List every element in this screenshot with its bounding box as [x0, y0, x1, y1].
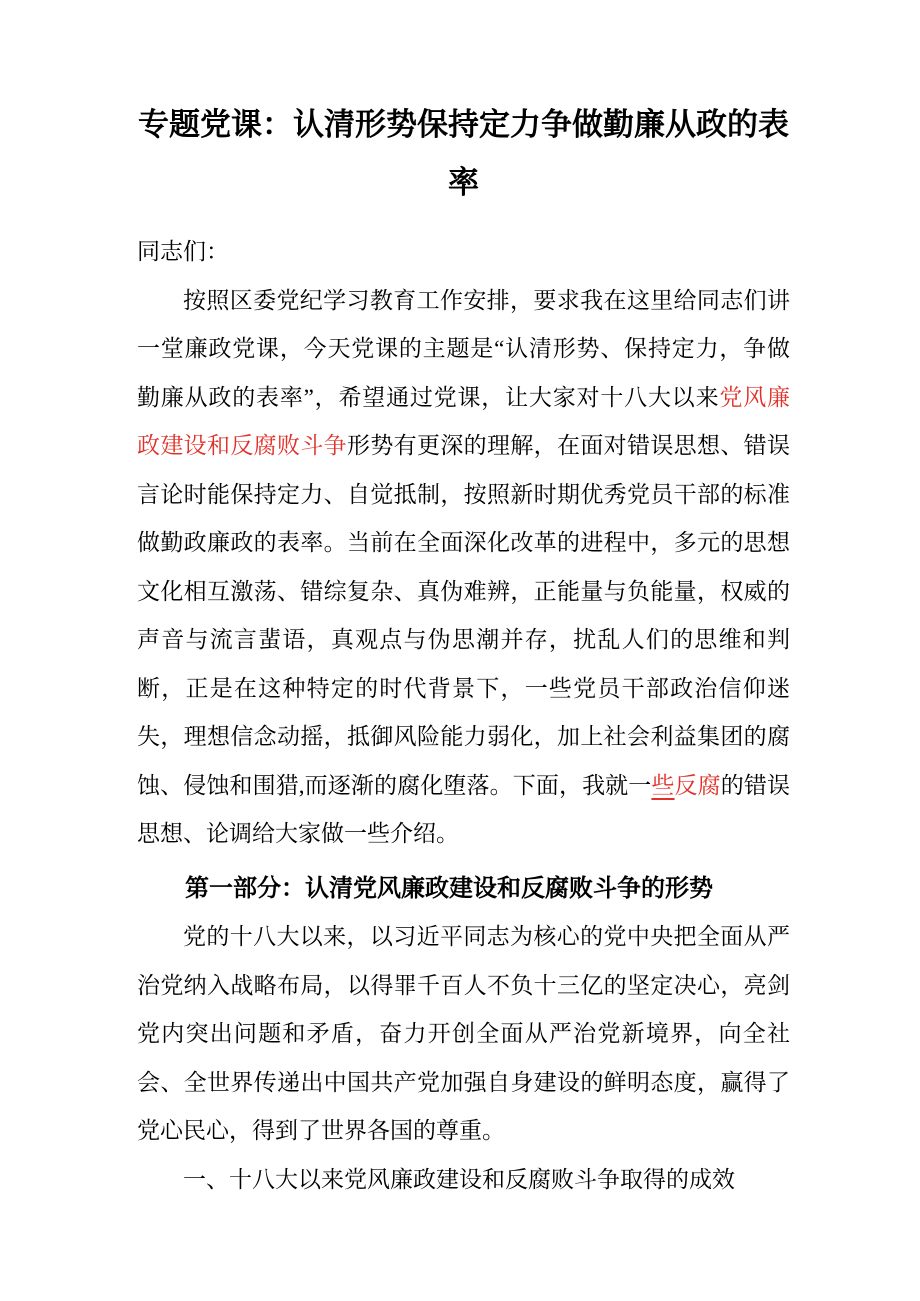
text-run: 形势有更深的理解，在面对错误思想、错误言论时能保持定力、自觉抵制，按照新时期优秀党员干部的标准做勤政廉政的表率。当前在全面深化改革的进程中，多元的思想文化相互激荡、错综复杂、真伪难辨，正能量与负能量，权威的声音与流言蜚语，真观点与伪思潮并存，扰乱人们的思维和判断，正是在这种特定的时代背景下，一些党员干部政治信仰迷失，理想信念动摇，抵御风险能力弱化，加上社会利益集团的腐蚀、侵蚀和围猎,而逐渐的腐化堕落。下面，我就一 [137, 433, 791, 798]
text-run: 按照区委党纪学习教育工作安排，要求我在这里给同志们讲一堂廉政党课，今天党课的主题是“认清形势、保持定力，争做勤廉从政的表率”，希望通过党课，让大家对十八大以来 [137, 287, 790, 410]
text-run-red: 反腐 [674, 772, 721, 798]
text-run-red: 党风廉政建设和反腐败斗争 [137, 384, 791, 458]
heading [137, 865, 790, 914]
text-run: 一、十八大以来党风廉政建设和反腐败斗争取得的成效 [183, 1166, 735, 1192]
document-title: 专题党课：认清形势保持定力争做勤廉从政的表率 [138, 107, 789, 200]
text-run: 的错误思想、论调给大家做一些介绍。 [137, 772, 791, 846]
salutation: 同志们： [137, 239, 229, 264]
text-run: 党的十八大以来，以习近平同志为核心的党中央把全面从严治党纳入战略布局，以得罪千百人不负十三亿的坚定决心，亮剑党内突出问题和矛盾，奋力开创全面从严治党新境界，向全社会、全世界传递出中国共产党加强自身建设的鲜明态度，赢得了党心民心，得到了世界各国的尊重。 [137, 924, 790, 1143]
document-body [137, 277, 790, 1205]
text-run: 第一部分：认清党风廉政建设和反腐败斗争的形势 [185, 874, 713, 902]
subheading [137, 1156, 790, 1205]
paragraph [137, 277, 790, 859]
paragraph [137, 913, 790, 1156]
text-run-red: 些 [651, 772, 675, 798]
